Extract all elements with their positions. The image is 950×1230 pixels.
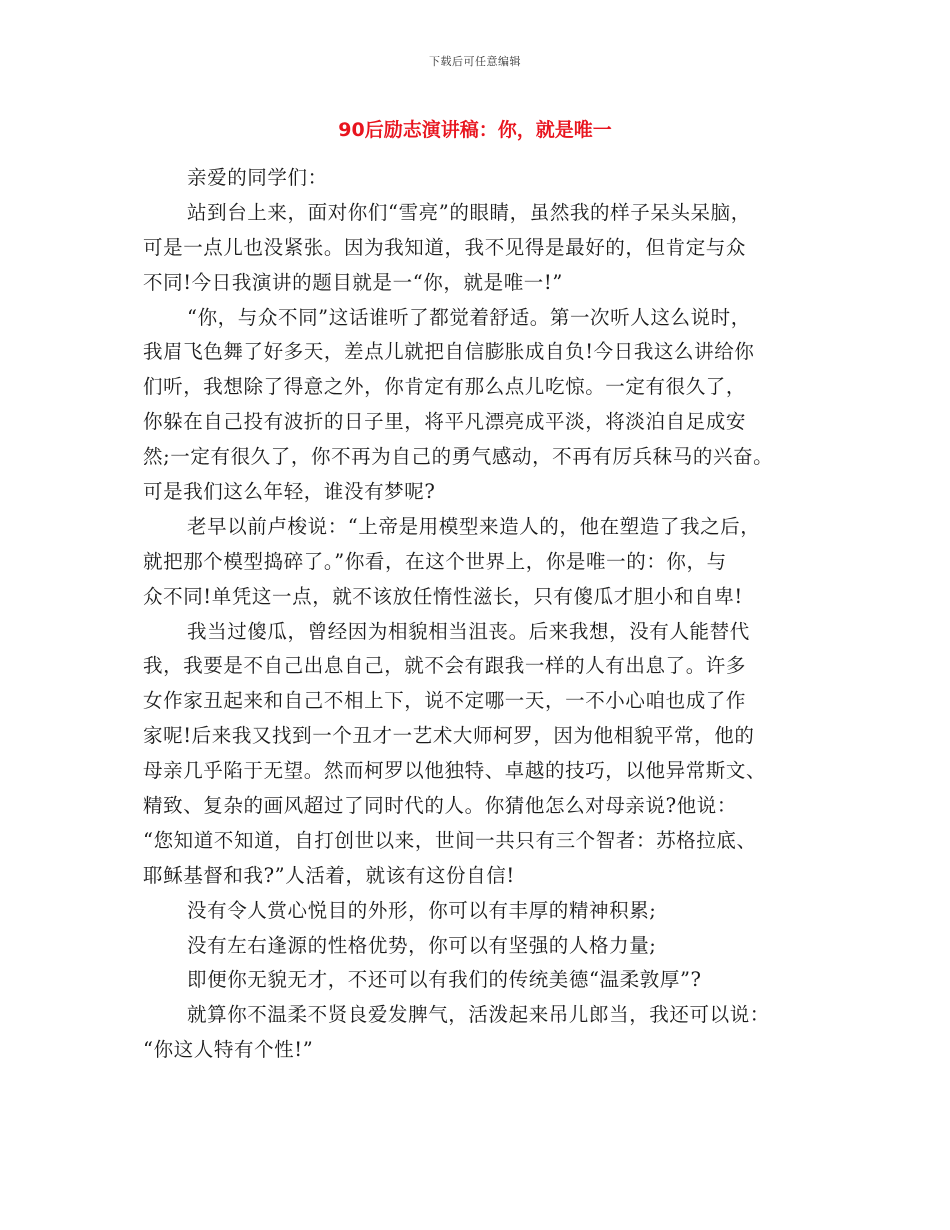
body-line: 站到台上来，面对你们“雪亮”的眼睛，虽然我的样子呆头呆脑， bbox=[187, 200, 751, 224]
body-line: 我当过傻瓜，曾经因为相貌相当沮丧。后来我想，没有人能替代 bbox=[187, 619, 750, 643]
body-line: 耶稣基督和我?”人活着，就该有这份自信! bbox=[143, 863, 515, 887]
body-line: 然;一定有很久了，你不再为自己的勇气感动，不再有厉兵秣马的兴奋。 bbox=[143, 445, 774, 469]
body-line: 就把那个模型捣碎了。”你看，在这个世界上，你是唯一的：你，与 bbox=[143, 549, 727, 573]
header-note: 下载后可任意编辑 bbox=[429, 55, 521, 68]
body-line: 我眉飞色舞了好多天，差点儿就把自信膨胀成自负!今日我这么讲给你 bbox=[143, 340, 755, 364]
body-line: 就算你不温柔不贤良爱发脾气，活泼起来吊儿郎当，我还可以说： bbox=[187, 1003, 770, 1027]
body-line: 没有左右逢源的性格优势，你可以有坚强的人格力量; bbox=[187, 933, 657, 957]
body-line: 我，我要是不自己出息自己，就不会有跟我一样的人有出息了。许多 bbox=[143, 654, 747, 678]
body-line: “你这人特有个性!” bbox=[143, 1038, 314, 1062]
body-line: 母亲几乎陷于无望。然而柯罗以他独特、卓越的技巧，以他异常斯文、 bbox=[143, 759, 767, 783]
body-line: 不同!今日我演讲的题目就是一“你，就是唯一!” bbox=[143, 270, 563, 294]
body-line: 即便你无貌无才，不还可以有我们的传统美德“温柔敦厚”? bbox=[187, 968, 702, 992]
body-line: 亲爱的同学们： bbox=[187, 166, 328, 189]
body-line: 你躲在自己投有波折的日子里，将平凡漂亮成平淡，将淡泊自足成安 bbox=[143, 410, 747, 434]
document-title: 90后励志演讲稿：你，就是唯一 bbox=[338, 119, 612, 141]
body-line: “你，与众不同”这话谁听了都觉着舒适。第一次听人这么说时， bbox=[187, 305, 751, 329]
body-line: 们听，我想除了得意之外，你肯定有那么点儿吃惊。一定有很久了， bbox=[143, 375, 747, 399]
body-line: 没有令人赏心悦目的外形，你可以有丰厚的精神积累; bbox=[187, 898, 657, 922]
body-line: 家呢!后来我又找到一个丑才一艺术大师柯罗，因为他相貌平常，他的 bbox=[143, 724, 755, 748]
body-line: 众不同!单凭这一点，就不该放任惰性滋长，只有傻瓜才胆小和自卑! bbox=[143, 584, 743, 608]
body-line: 老早以前卢梭说：“上帝是用模型来造人的，他在塑造了我之后， bbox=[187, 514, 761, 538]
body-line: 精致、复杂的画风超过了同时代的人。你猜他怎么对母亲说?他说： bbox=[143, 794, 737, 818]
body-line: 女作家丑起来和自己不相上下，说不定哪一天，一不小心咱也成了作 bbox=[143, 689, 747, 713]
document-body bbox=[143, 161, 813, 1068]
body-line: 可是我们这么年轻，谁没有梦呢? bbox=[143, 480, 436, 504]
body-line: “您知道不知道，自打创世以来，世间一共只有三个智者：苏格拉底、 bbox=[143, 828, 757, 852]
body-line: 可是一点儿也没紧张。因为我知道，我不见得是最好的，但肯定与众 bbox=[143, 235, 747, 259]
